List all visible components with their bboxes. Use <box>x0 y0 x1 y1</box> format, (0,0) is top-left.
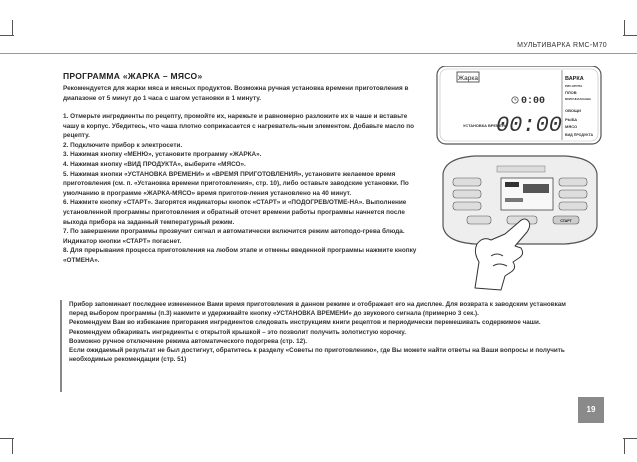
section-title: ПРОГРАММА «ЖАРКА – МЯСО» <box>63 71 203 81</box>
panel-button[interactable] <box>453 190 481 198</box>
panel-button[interactable] <box>453 202 481 210</box>
steps-list <box>63 112 425 266</box>
section-intro: Рекомендуется для жарки мяса и мясных продуктов. Возможна ручная установка времени приготовления в диапазоне от 5 минут до 1 часа с шагом установки в 1 минуту. <box>63 85 409 102</box>
crop-mark <box>12 20 13 36</box>
step-item: 7. По завершении программы прозвучит сигнал и автоматически включится режим автоподо-грева блюда. Индикатор кнопки «СТАРТ» погаснет. <box>63 228 405 245</box>
note-paragraph: Рекомендуем Вам во избежание пригорания ингредиентов следовать инструкциям книги рецептов и периодически перемешивать содержимое чаши. <box>69 319 541 327</box>
step-item: 8. Для прерывания процесса приготовления на любом этапе и отмены введенной программы нажмите кнопку «ОТМЕНА». <box>63 247 417 264</box>
step-item: 5. Нажимая кнопки «УСТАНОВКА ВРЕМЕНИ» и «ВРЕМЯ ПРИГОТОВЛЕНИЯ», установите желаемое время приготовления (см. п. «Установка времени приготовления», стр. 10), либо оставьте заводские установки. По умолчанию в программе «ЖАРКА-МЯСО» время приготов-ления установлено на 40 минут. <box>63 170 409 197</box>
start-button-label: СТАРТ <box>560 219 572 223</box>
crop-mark <box>0 438 14 439</box>
panel-button[interactable] <box>453 178 481 186</box>
crop-mark <box>0 35 14 36</box>
step-item: 4. Нажимая кнопку «ВИД ПРОДУКТА», выберите «МЯСО». <box>63 160 246 168</box>
note-paragraph: Прибор запоминает последнее измененное Вами время приготовления в данном режиме и отображает его на дисплее. Для возврата к заводским установкам перед выбором программы (п.3) нажмите и удерживайте кнопку «УСТАНОВКА ВРЕМЕНИ» до звукового сигнала (примерно 3 сек.). <box>69 301 566 318</box>
menu-item: РИС-КРУПА <box>565 84 583 88</box>
menu-item: ПЛОВ <box>565 90 577 95</box>
menu-item: ВАРКА <box>565 76 584 82</box>
note-paragraph: Возможно ручное отключение режима автоматического подогрева (стр. 12). <box>69 337 307 345</box>
big-time-readout: 00:00 <box>495 113 563 138</box>
menu-item: ОВОЩИ <box>565 108 581 113</box>
crop-mark <box>12 438 13 454</box>
panel-button[interactable] <box>559 178 587 186</box>
device-illustration <box>435 66 605 294</box>
menu-item: МОЛОЧНАЯ КАША <box>565 97 591 101</box>
step-item: 2. Подключите прибор к электросети. <box>63 141 183 149</box>
note-paragraph: Если ожидаемый результат не был достигнут, обратитесь к разделу «Советы по приготовлению», где Вы можете найти ответы на Ваши вопросы и получить необходимые рекомендации (стр. 51) <box>69 347 565 364</box>
panel-button[interactable] <box>467 216 491 224</box>
crop-mark <box>624 20 625 36</box>
header-rule <box>0 53 637 54</box>
note-paragraph: Рекомендуем обжаривать ингредиенты с открытой крышкой – это позволит получить золотистую корочку. <box>69 328 406 336</box>
page-number: 19 <box>578 397 604 423</box>
crop-mark <box>623 438 637 439</box>
running-header: МУЛЬТИВАРКА RMC-M70 <box>517 42 607 49</box>
notes-box <box>60 300 582 392</box>
crop-mark <box>623 35 637 36</box>
menu-item: РЫБА <box>565 117 578 122</box>
step-item: 3. Нажимая кнопку «МЕНЮ», установите программу «ЖАРКА». <box>63 151 262 159</box>
mode-label: Жарка <box>458 75 478 82</box>
panel-button[interactable] <box>559 202 587 210</box>
step-item: 1. Отмерьте ингредиенты по рецепту, промойте их, нарежьте и равномерно разложите их в чаше и вставьте чашу в корпус. Убедитесь, что чаша плотно соприкасается с нагреватель-ным элементом. Добавьте масло по рецепту. <box>63 113 415 140</box>
menu-item: МЯСО <box>565 124 578 129</box>
menu-item: ВИД ПРОДУКТА <box>565 133 594 137</box>
small-time-readout: 0:00 <box>520 96 546 107</box>
panel-button[interactable] <box>559 190 587 198</box>
step-item: 6. Нажмите кнопку «СТАРТ». Загорятся индикаторы кнопок «СТАРТ» и «ПОДОГРЕВ/ОТМЕ-НА». Выполнение установленной программы приготовления и обратный отсчет времени работы программы начнется после выхода прибора на заданный температурный режим. <box>63 199 407 226</box>
time-caption: УСТАНОВКА ВРЕМЕНИ <box>463 123 508 128</box>
crop-mark <box>624 438 625 454</box>
